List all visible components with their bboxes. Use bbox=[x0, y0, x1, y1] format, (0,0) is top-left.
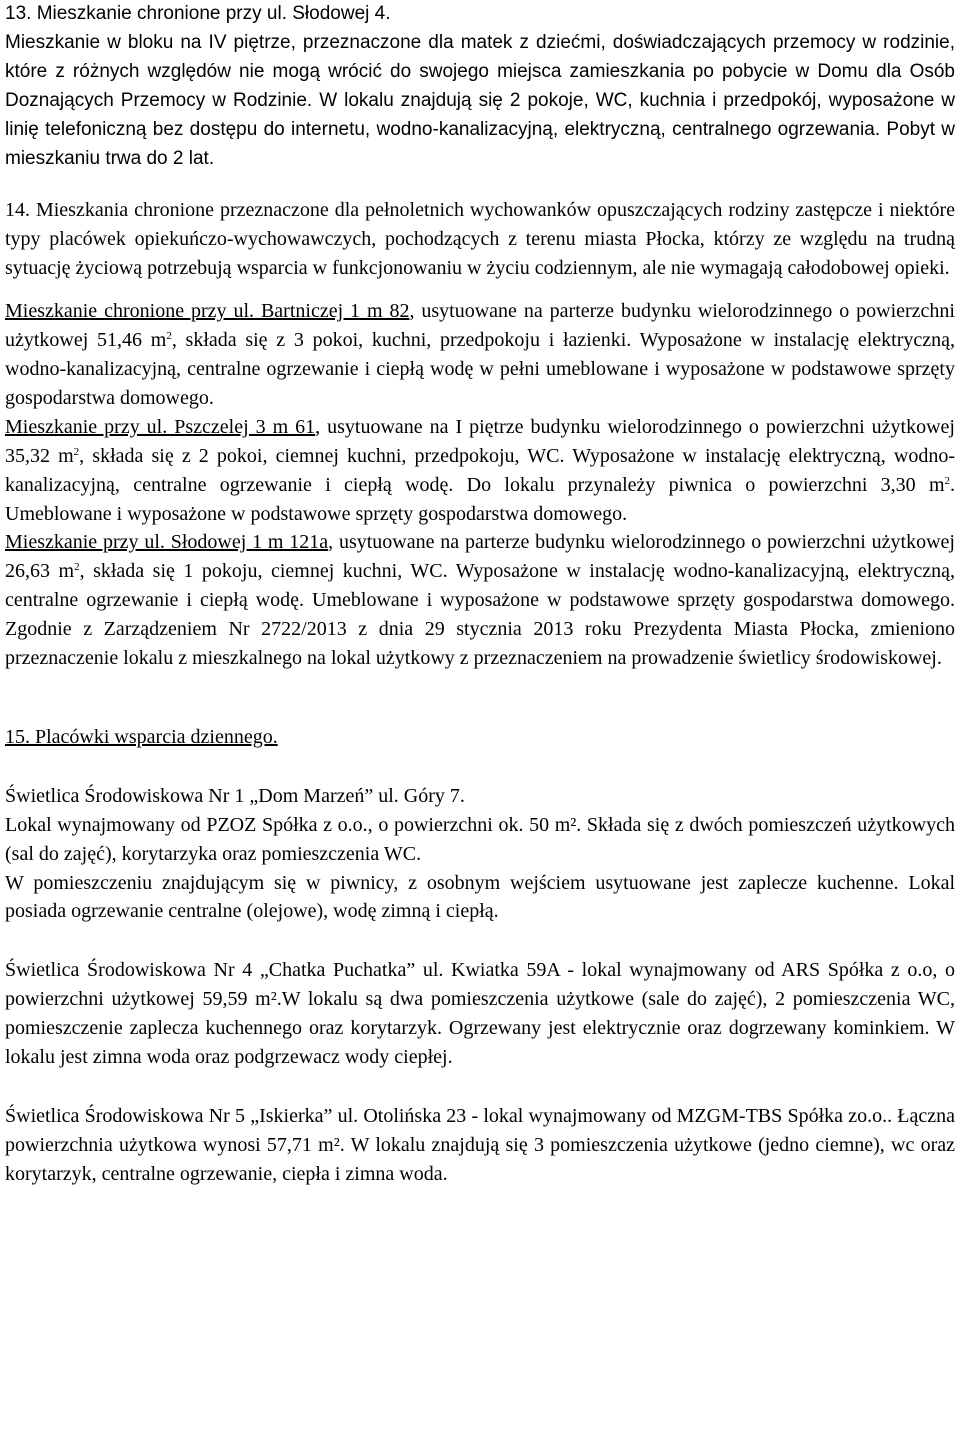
apartment-bartnicza-text-a: , usytuowane na parterze budynku wielorodzinnego o powierzchni użytkowej 51,46 m bbox=[5, 300, 955, 352]
superscript: 2 bbox=[166, 330, 172, 343]
section-15-heading: 15. Placówki wsparcia dziennego. bbox=[5, 725, 278, 748]
apartment-pszczela-label: Mieszkanie przy ul. Pszczelej 3 m 61 bbox=[5, 415, 316, 438]
spacer bbox=[5, 673, 955, 723]
section-13-heading: 13. Mieszkanie chronione przy ul. Słodowej 4. bbox=[5, 3, 391, 24]
spacer bbox=[5, 173, 955, 196]
apartment-bartnicza bbox=[5, 297, 955, 413]
apartment-slodowa bbox=[5, 528, 955, 673]
document-page bbox=[5, 0, 955, 1189]
apartment-bartnicza-text-b: , składa się z 3 pokoi, kuchni, przedpokoju i łazienki. Wyposażone w instalację elektryczną, wodno-kanalizacyjną, centralne ogrzewanie i ciepłą wodę w pełni umeblowane i wyposażone w podstawowe sprzęty gospodarstwa domowego. bbox=[5, 329, 955, 409]
superscript: 2 bbox=[74, 561, 80, 574]
swietlica-1-text: Lokal wynajmowany od PZOZ Spółka z o.o., o powierzchni ok. 50 m². Składa się z dwóch pomieszczeń użytkowych (sal do zajęć), korytarzyka oraz pomieszczenia WC. bbox=[5, 813, 955, 865]
swietlica-1-title: Świetlica Środowiskowa Nr 1 „Dom Marzeń” ul. Góry 7. bbox=[5, 784, 465, 807]
spacer bbox=[5, 283, 955, 297]
section-14-intro: 14. Mieszkania chronione przeznaczone dla pełnoletnich wychowanków opuszczających rodziny zastępcze i niektóre typy placówek opiekuńczo-wychowawczych, pochodzących z terenu miasta Płocka, którzy ze względu na trudną sytuację życiową potrzebują wsparcia w funkcjonowaniu w życiu codziennym, ale nie wymagają całodobowej opieki. bbox=[5, 199, 955, 280]
apartment-pszczela-text-a: , usytuowane na I piętrze budynku wielorodzinnego o powierzchni użytkowej 35,32 m bbox=[5, 415, 955, 467]
apartment-pszczela-text-c: . Umeblowane i wyposażone w podstawowe sprzęty gospodarstwa domowego. bbox=[5, 473, 955, 525]
apartment-bartnicza-label: Mieszkanie chronione przy ul. Bartniczej 1 m 82 bbox=[5, 300, 410, 323]
section-13-text: Mieszkanie w bloku na IV piętrze, przeznaczone dla matek z dziećmi, doświadczających przemocy w rodzinie, które z różnych względów nie mogą wrócić do swojego miejsca zamieszkania po pobycie w Domu dla Osób Doznających Przemocy w Rodzinie. W lokalu znajdują się 2 pokoje, WC, kuchnia i przedpokój, wyposażone w linię telefoniczną bez dostępu do internetu, wodno-kanalizacyjną, elektryczną, centralnego ogrzewania. Pobyt w mieszkaniu trwa do 2 lat. bbox=[5, 31, 955, 169]
spacer bbox=[5, 752, 955, 782]
apartment-slodowa-text-a: , usytuowane na parterze budynku wielorodzinnego o powierzchni użytkowej 26,63 m bbox=[5, 531, 955, 583]
swietlica-4-text: Świetlica Środowiskowa Nr 4 „Chatka Puchatka” ul. Kwiatka 59A - lokal wynajmowany od ARS Spółka z o.o, o powierzchni użytkowej 59,59 m².W lokalu są dwa pomieszczenia użytkowe (sale do zajęć), 2 pomieszczenia WC, pomieszczenie zaplecza kuchennego oraz korytarzyk. Ogrzewany jest elektrycznie oraz dogrzewany kominkiem. W lokalu jest zimna woda oraz podgrzewacz wody ciepłej. bbox=[5, 959, 955, 1069]
apartment-slodowa-label: Mieszkanie przy ul. Słodowej 1 m 121a bbox=[5, 531, 329, 554]
swietlica-5-text: Świetlica Środowiskowa Nr 5 „Iskierka” ul. Otolińska 23 - lokal wynajmowany od MZGM-TBS Spółka zo.o.. Łączna powierzchnia użytkowa wynosi 57,71 m². W lokalu znajdują się 3 pomieszczenia użytkowe (jedno ciemne), wc oraz korytarzyk, centralne ogrzewanie, ciepła i zimna woda. bbox=[5, 1105, 955, 1185]
superscript: 2 bbox=[944, 474, 950, 487]
apartment-pszczela bbox=[5, 413, 955, 529]
spacer bbox=[5, 1072, 955, 1102]
apartment-pszczela-text-b: , składa się z 2 pokoi, ciemnej kuchni, przedpokoju, WC. Wyposażone w instalację elektryczną, wodno-kanalizacyjną, centralne ogrzewanie i ciepłą wodę. Do lokalu przynależy piwnica o powierzchni 3,30 m bbox=[5, 444, 955, 496]
spacer bbox=[5, 926, 955, 956]
superscript: 2 bbox=[73, 445, 80, 458]
apartment-slodowa-text-b: , składa się 1 pokoju, ciemnej kuchni, WC. Wyposażone w instalację wodno-kanalizacyjną, elektryczną, centralne ogrzewanie i ciepłą wodę. Umeblowane i wyposażone w podstawowe sprzęty gospodarstwa domowego. Zgodnie z Zarządzeniem Nr 2722/2013 z dnia 29 stycznia 2013 roku Prezydenta Miasta Płocka, zmieniono przeznaczenie lokalu z mieszkalnego na lokal użytkowy z przeznaczeniem na prowadzenie świetlicy środowiskowej. bbox=[5, 560, 956, 670]
swietlica-1-text-2: W pomieszczeniu znajdującym się w piwnicy, z osobnym wejściem usytuowane jest zaplecze kuchenne. Lokal posiada ogrzewanie centralne (olejowe), wodę zimną i ciepłą. bbox=[5, 871, 955, 923]
